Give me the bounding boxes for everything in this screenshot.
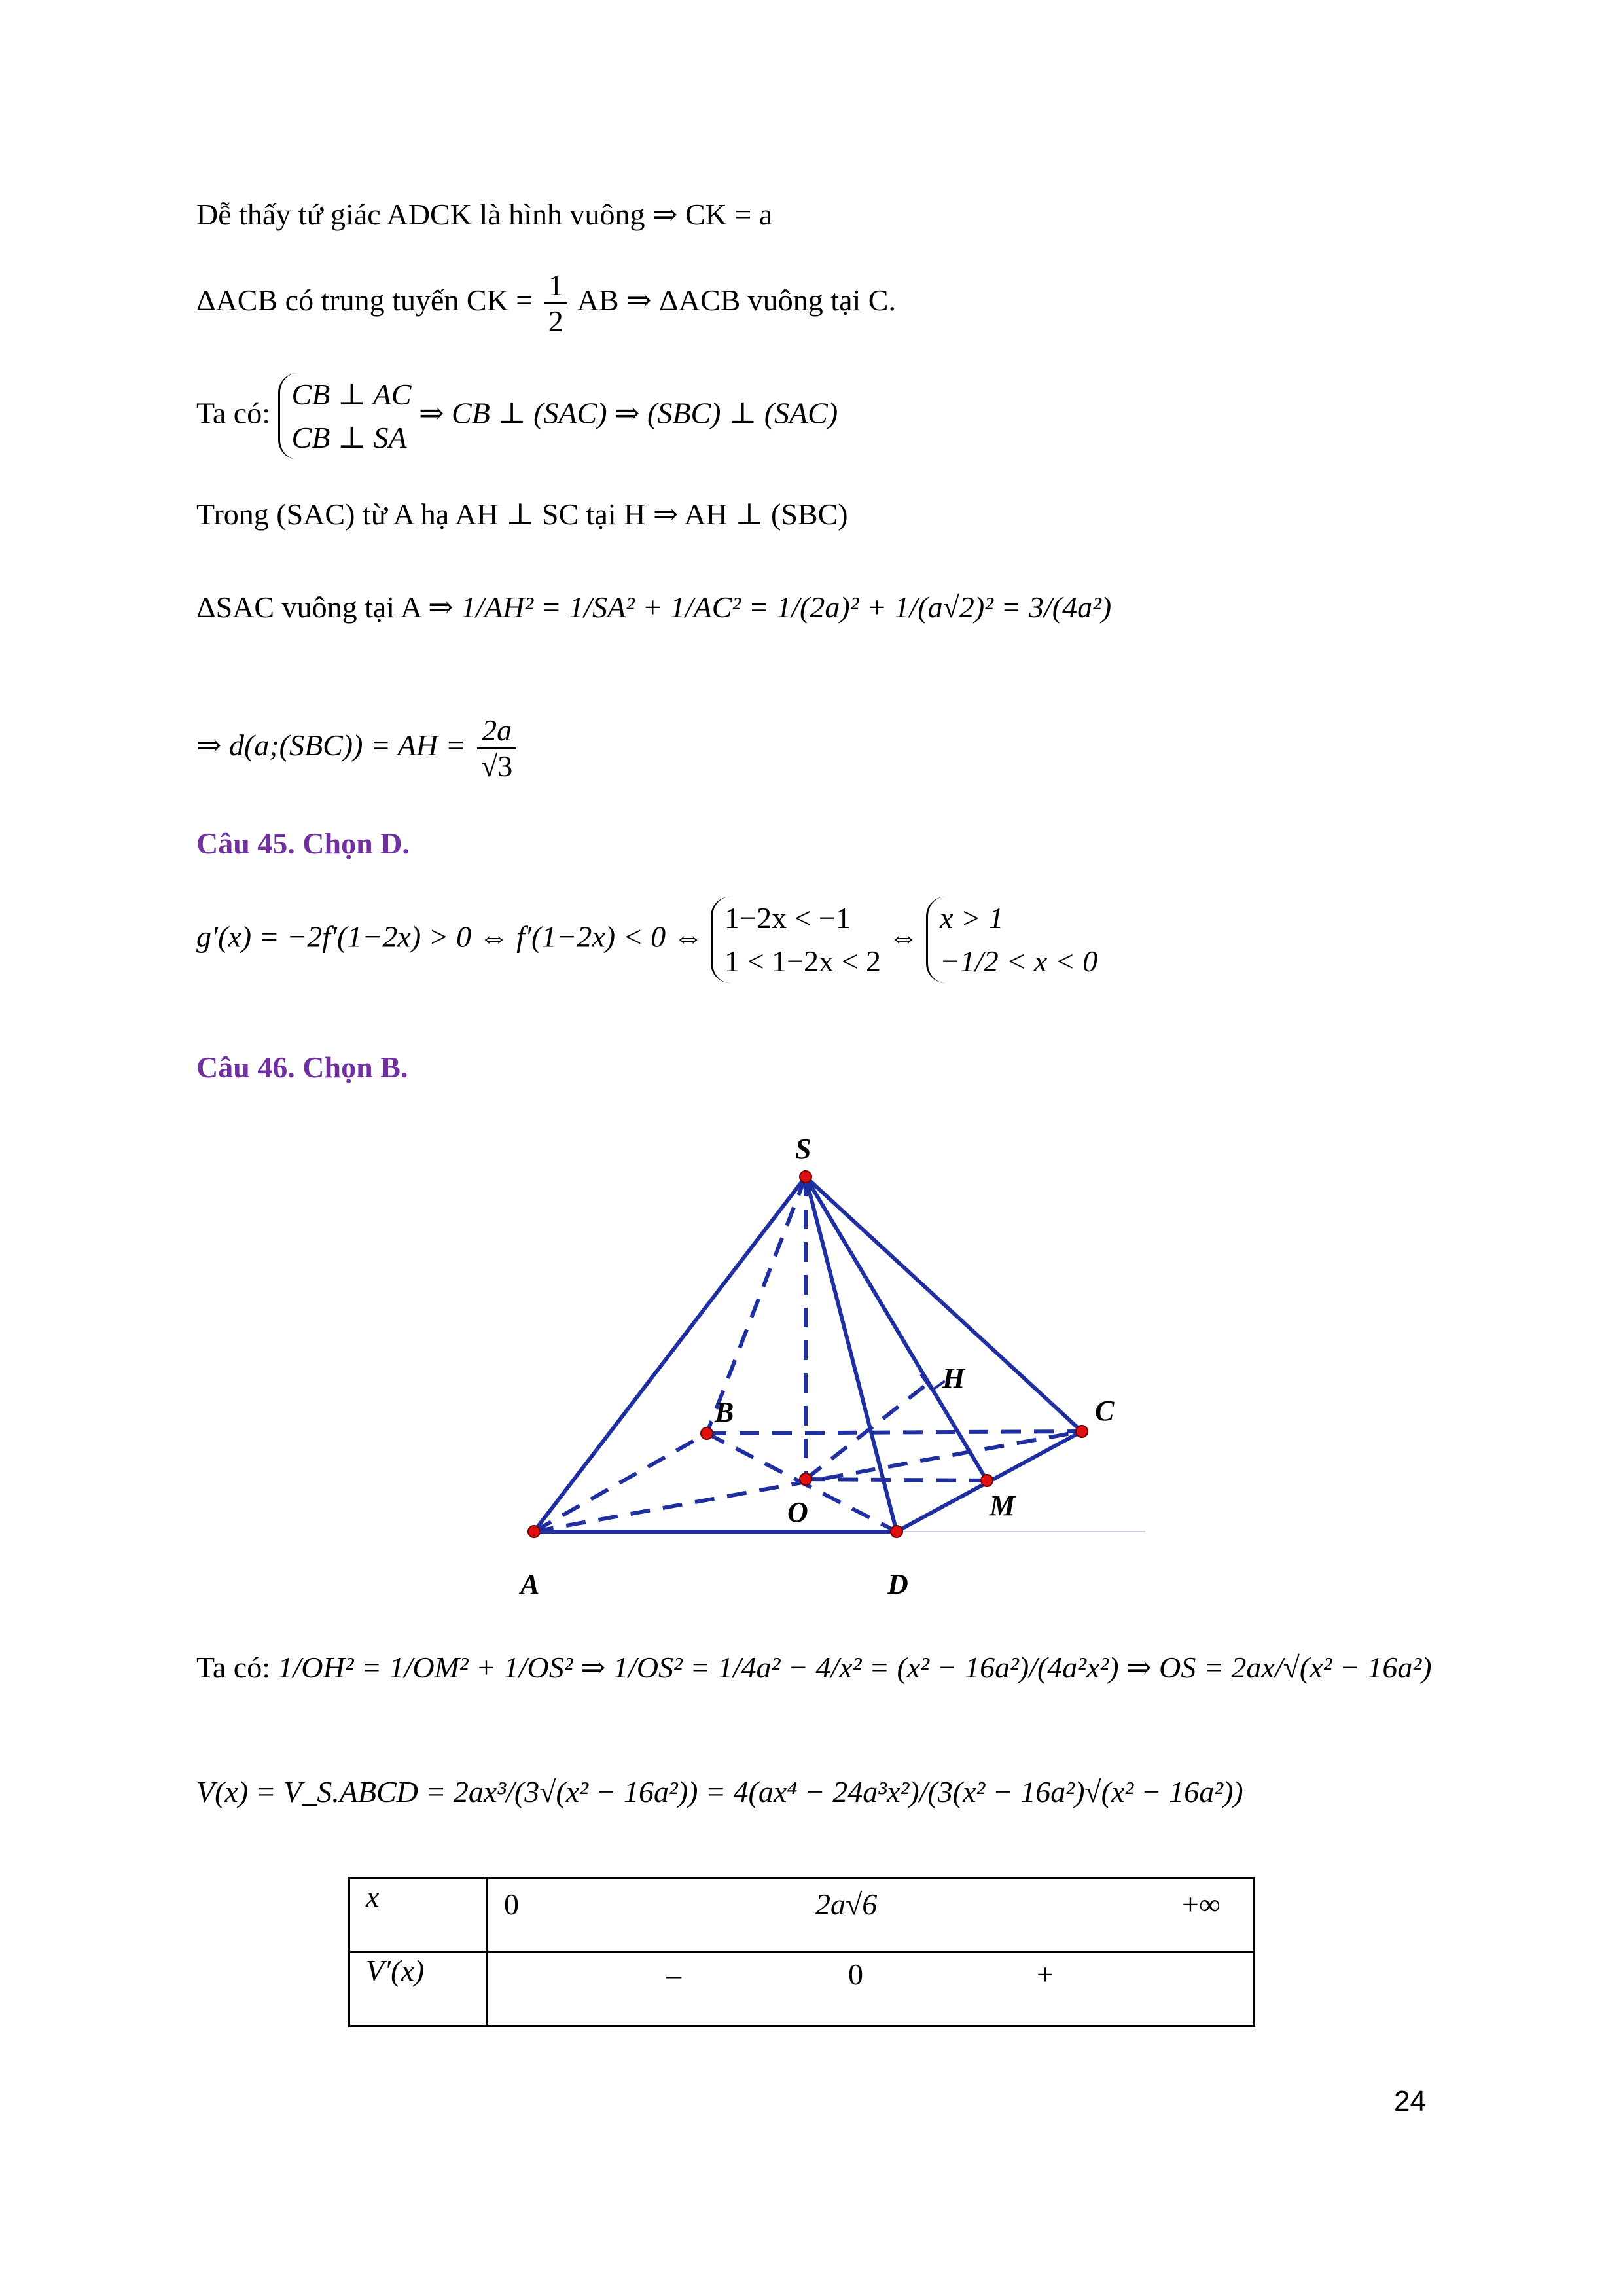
text-line-2 [196, 268, 896, 338]
label-c: C [1095, 1395, 1115, 1427]
line-2-pre: ΔACB có trung tuyến CK = [196, 283, 533, 317]
label-o: O [787, 1496, 808, 1528]
heading-cau-45: Câu 45. Chọn D. [196, 827, 410, 860]
edge-bc [707, 1431, 1082, 1433]
point-c [1076, 1426, 1088, 1437]
q46-eq1-text: 1/OH² = 1/OM² + 1/OS² ⇒ 1/OS² = 1/4a² − 4/x² = (x² − 16a²)/(4a²x²) ⇒ OS = 2ax/√(x² − 16a²) [277, 1651, 1432, 1684]
q45-system-2 [926, 897, 1097, 983]
sign-zero: 0 [848, 1958, 863, 1991]
table-cell-vprime-label: V′(x) [349, 1952, 488, 2026]
q46-ta-co: Ta có: [196, 1651, 271, 1684]
fraction-den: √3 [477, 747, 516, 783]
text-line-5 [196, 589, 1111, 626]
page-number: 24 [1394, 2085, 1426, 2117]
edge-sa [534, 1177, 806, 1532]
point-d [891, 1526, 902, 1537]
point-s [800, 1171, 812, 1183]
q45-sys2-row1: x > 1 [939, 901, 1004, 935]
system-row-2: CB ⊥ SA [291, 421, 407, 454]
edge-sm [806, 1177, 987, 1480]
q45-sys1-row1: 1−2x < −1 [724, 901, 851, 935]
q45-sys2-row2: −1/2 < x < 0 [939, 944, 1098, 978]
system-brace [278, 373, 412, 459]
text-line-6 [196, 713, 520, 783]
label-s: S [795, 1133, 812, 1165]
heading-cau-46: Câu 46. Chọn B. [196, 1050, 408, 1084]
fraction-num: 1 [548, 268, 563, 302]
system-row-1: CB ⊥ AC [291, 378, 412, 411]
fraction-half [544, 268, 567, 338]
line-6-pre: ⇒ d(a;(SBC)) = AH = [196, 728, 466, 762]
variation-table [348, 1877, 1255, 2027]
table-row [349, 1878, 1255, 1952]
label-d: D [887, 1568, 908, 1600]
line-3-post: ⇒ CB ⊥ (SAC) ⇒ (SBC) ⊥ (SAC) [419, 396, 838, 430]
edge-ab [534, 1433, 707, 1532]
table-cell-x-values [488, 1878, 1255, 1952]
q45-system-1 [711, 897, 881, 983]
line-2-post: AB ⇒ ΔACB vuông tại C. [577, 283, 896, 317]
q46-eq2-text: V(x) = V_S.ABCD = 2ax³/(3√(x² − 16a²)) = 4(ax⁴ − 24a³x²)/(3(x² − 16a²)√(x² − 16a²)) [196, 1775, 1243, 1808]
label-b: B [715, 1396, 734, 1428]
table-cell-x-label: x [349, 1878, 488, 1952]
q46-equation-1 [196, 1649, 1432, 1686]
line-3-pre: Ta có: [196, 396, 271, 430]
sign-negative: – [666, 1958, 681, 1991]
pyramid-figure [484, 1113, 1158, 1617]
edge-sb [707, 1177, 806, 1433]
label-m: M [990, 1490, 1016, 1522]
x-value-2a-sqrt6: 2a√6 [815, 1888, 878, 1921]
fraction-2a-sqrt3 [477, 713, 516, 783]
x-value-0: 0 [504, 1888, 519, 1921]
text-line-4: Trong (SAC) từ A hạ AH ⊥ SC tại H ⇒ AH ⊥ (SBC) [196, 497, 848, 531]
point-b [701, 1427, 713, 1439]
table-cell-vprime-signs [488, 1952, 1255, 2026]
q45-equiv: ⇔ [888, 920, 919, 954]
line-5-expr: 1/AH² = 1/SA² + 1/AC² = 1/(2a)² + 1/(a√2)² = 3/(4a²) [461, 590, 1112, 624]
line-5-pre: ΔSAC vuông tại A ⇒ [196, 590, 454, 624]
point-o [800, 1473, 812, 1485]
label-a: A [520, 1568, 540, 1600]
q45-expr-pre: g′(x) = −2f′(1−2x) > 0 ⇔ f′(1−2x) < 0 ⇔ [196, 920, 704, 954]
q45-sys1-row2: 1 < 1−2x < 2 [724, 944, 881, 978]
x-value-infinity: +∞ [1182, 1888, 1221, 1921]
fraction-num: 2a [482, 713, 512, 747]
q46-equation-2 [196, 1774, 1243, 1810]
q45-expression [196, 897, 1097, 983]
text-line-1: Dễ thấy tứ giác ADCK là hình vuông ⇒ CK = a [196, 198, 773, 231]
point-a [528, 1526, 540, 1537]
fraction-den: 2 [544, 302, 567, 338]
point-m [981, 1475, 993, 1486]
text-line-3 [196, 373, 838, 459]
table-row [349, 1952, 1255, 2026]
edge-om [806, 1479, 987, 1480]
sign-positive: + [1037, 1958, 1054, 1991]
label-h: H [942, 1362, 965, 1394]
